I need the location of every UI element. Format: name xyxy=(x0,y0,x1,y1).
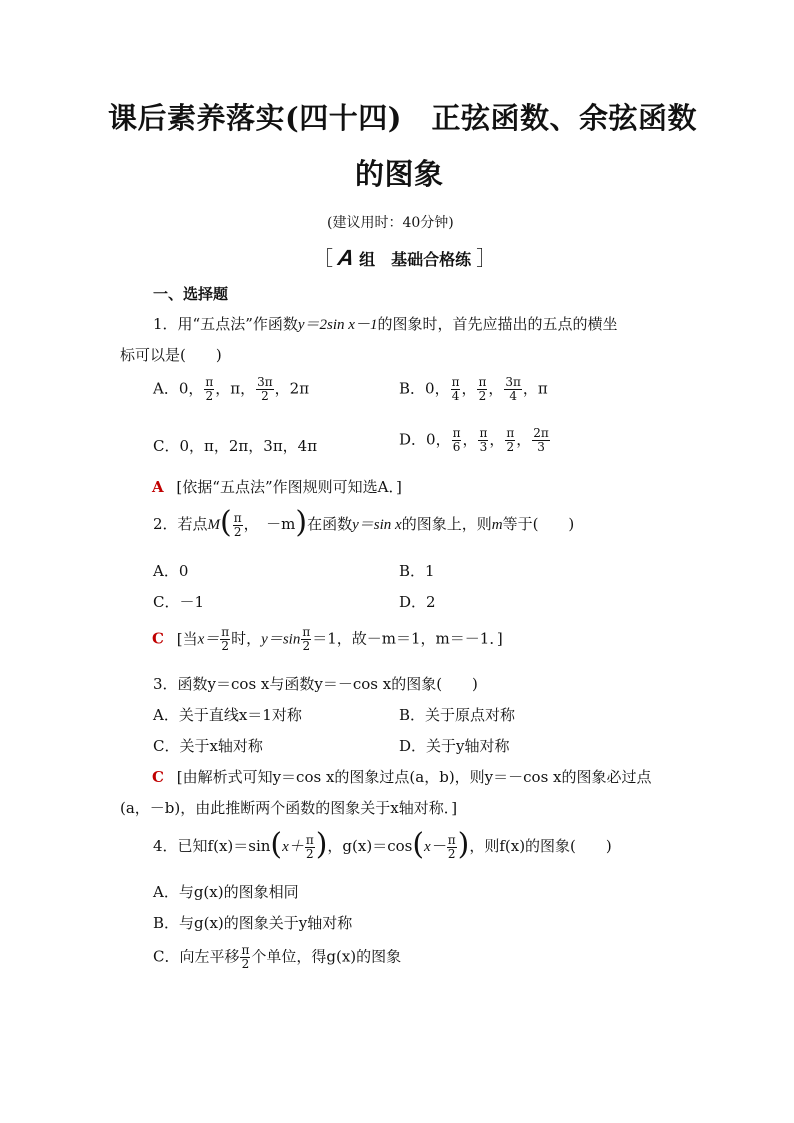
q3-explain-cont: (a，－b)，由此推断两个函数的图象关于x轴对称．] xyxy=(120,799,458,817)
q4-option-b: B．与g(x)的图象关于y轴对称 xyxy=(153,914,353,932)
page-title-line1: 课后素养落实(四十四) 正弦函数、余弦函数 xyxy=(108,101,697,135)
q2-option-a: A．0 xyxy=(153,562,189,580)
q4-option-c: C．向左平移 $\frac{\pi}{2}$ 个单位，得g(x)的图象 xyxy=(153,943,402,971)
q3-option-b: B．关于原点对称 xyxy=(399,706,516,724)
group-header: ［ A 组 基础合格练 ］ xyxy=(313,245,497,270)
group-label: 组 基础合格练 xyxy=(359,250,472,269)
q3-option-a: A．关于直线x＝1对称 xyxy=(153,706,302,724)
subtitle: (建议用时：40分钟) xyxy=(327,215,454,231)
q3-answer-line: C [由解析式可知y＝cos x的图象过点(a，b)，则y＝－cos x的图象必过点 xyxy=(152,768,652,786)
q1-answer-line xyxy=(152,476,402,497)
q3-option-c: C．关于x轴对称 xyxy=(153,737,263,755)
section-heading: 一、选择题 xyxy=(153,285,229,303)
q2-answer: C xyxy=(152,629,164,648)
q1-option-c: C．0，π，2π，3π，4π xyxy=(153,437,318,455)
q1-answer: A xyxy=(152,478,164,496)
q1-option-b: B．0， $\frac{\pi}{4}$ ， $\frac{\pi}{2}$ ， $\frac{3\pi}{4}$ ，π xyxy=(399,375,548,403)
q1-option-d: D．0， $\frac{\pi}{6}$ ， $\frac{\pi}{3}$ ， $\frac{\pi}{2}$ ， $\frac{2\pi}{3}$ xyxy=(399,426,549,454)
q1-function: y＝2sin x－1 xyxy=(297,317,378,333)
q2-answer-line: C [当x＝ $\frac{\pi}{2}$ 时，y＝sin $\frac{\pi}{2}$ ＝1，故－m＝1，m＝－1．] xyxy=(152,625,503,653)
q2-option-c: C．－1 xyxy=(153,593,205,611)
q4-option-a: A．与g(x)的图象相同 xyxy=(153,883,299,901)
q3-answer: C xyxy=(152,768,164,786)
q1-explain: [依据“五点法”作图规则可知选A．] xyxy=(176,478,402,496)
q1-stem-text2: 的图象时，首先应描出的五点的横坐 xyxy=(377,315,618,333)
page-title-line2: 的图象 xyxy=(355,157,444,191)
q2-option-d: D．2 xyxy=(399,593,436,611)
q1-option-a: A．0， $\frac{\pi}{2}$ ，π， $\frac{3\pi}{2}$ ，2π xyxy=(153,375,310,403)
q2-option-b: B．1 xyxy=(399,562,435,580)
q1-stem-cont: 标可以是( ) xyxy=(120,346,222,364)
q2-stem: 2．若点M( $\frac{\pi}{2}$ ， －m)在函数y＝sin x的图象上，则m等于( ) xyxy=(153,505,575,540)
q1-stem xyxy=(153,313,617,334)
q1-stem-text: 1．用“五点法”作函数 xyxy=(153,315,298,333)
group-letter: A xyxy=(336,245,356,270)
q3-stem: 3．函数y＝cos x与函数y＝－cos x的图象( ) xyxy=(153,675,478,693)
q4-stem: 4．已知f(x)＝sin(x＋ $\frac{\pi}{2}$ )，g(x)＝cos(x－ $\frac{\pi}{2}$ )，则f(x)的图象( ) xyxy=(153,827,612,862)
q3-option-d: D．关于y轴对称 xyxy=(399,737,510,755)
